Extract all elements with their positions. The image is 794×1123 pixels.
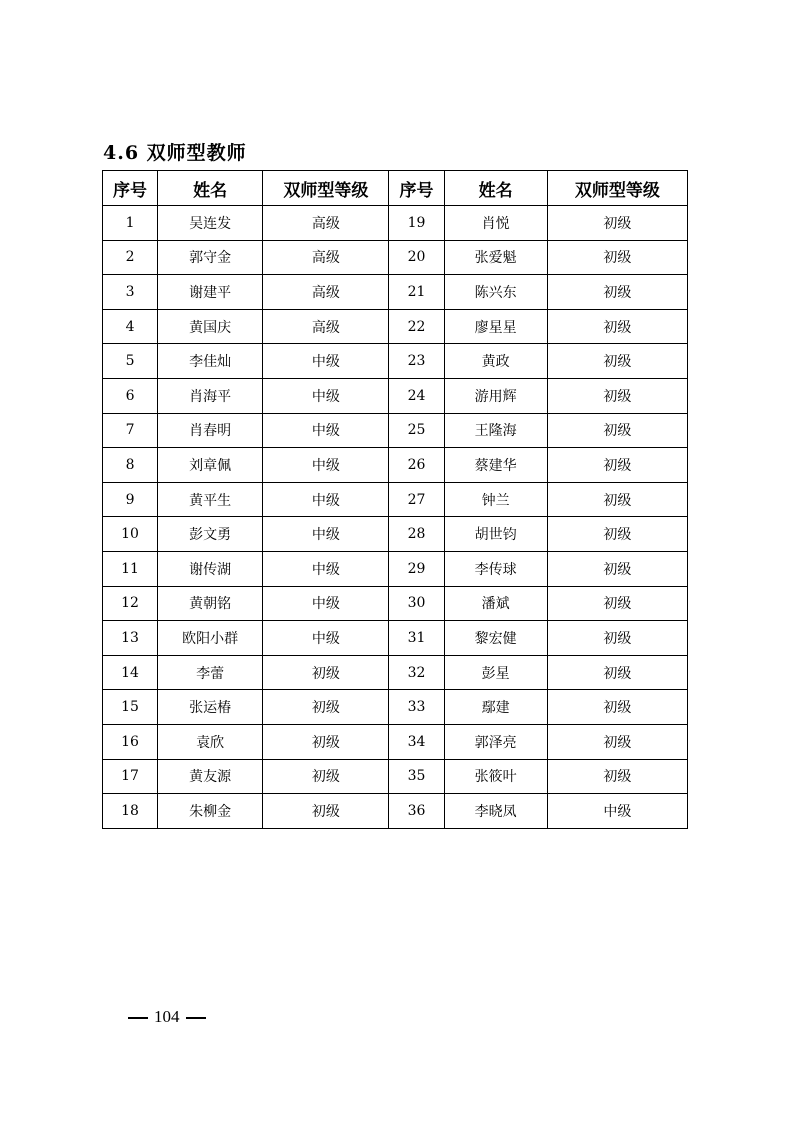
- header-no-left: 序号: [103, 171, 158, 206]
- cell-name-left: 郭守金: [158, 240, 263, 275]
- cell-level-right: 初级: [547, 690, 687, 725]
- header-no-right: 序号: [389, 171, 444, 206]
- cell-level-right: 初级: [547, 448, 687, 483]
- cell-level-right: 初级: [547, 206, 687, 241]
- cell-level-left: 中级: [263, 448, 389, 483]
- cell-name-left: 黄平生: [158, 482, 263, 517]
- cell-level-left: 初级: [263, 724, 389, 759]
- footer-dash-left: [128, 1017, 148, 1019]
- cell-no-right: 30: [389, 586, 444, 621]
- table-row: [103, 724, 688, 759]
- cell-level-left: 中级: [263, 517, 389, 552]
- header-level-right: 双师型等级: [547, 171, 687, 206]
- cell-level-left: 中级: [263, 413, 389, 448]
- cell-level-right: 初级: [547, 759, 687, 794]
- table-row: [103, 309, 688, 344]
- cell-no-left: 1: [103, 206, 158, 241]
- cell-name-left: 刘章佩: [158, 448, 263, 483]
- cell-level-left: 初级: [263, 794, 389, 829]
- table-row: [103, 344, 688, 379]
- cell-no-right: 31: [389, 621, 444, 656]
- cell-name-left: 张运椿: [158, 690, 263, 725]
- cell-name-right: 游用辉: [444, 378, 547, 413]
- cell-no-right: 19: [389, 206, 444, 241]
- cell-no-left: 17: [103, 759, 158, 794]
- cell-no-left: 11: [103, 551, 158, 586]
- dual-qualified-teachers-table: [102, 170, 688, 829]
- cell-name-left: 李佳灿: [158, 344, 263, 379]
- cell-name-right: 胡世钧: [444, 517, 547, 552]
- cell-no-left: 4: [103, 309, 158, 344]
- page-number: 104: [154, 1007, 180, 1026]
- cell-level-right: 初级: [547, 275, 687, 310]
- cell-name-right: 王隆海: [444, 413, 547, 448]
- table-row: [103, 517, 688, 552]
- cell-level-left: 中级: [263, 482, 389, 517]
- cell-no-right: 28: [389, 517, 444, 552]
- cell-name-right: 李传球: [444, 551, 547, 586]
- table-row: [103, 482, 688, 517]
- cell-level-left: 中级: [263, 551, 389, 586]
- table-row: [103, 759, 688, 794]
- cell-name-left: 袁欣: [158, 724, 263, 759]
- cell-level-right: 初级: [547, 621, 687, 656]
- header-name-left: 姓名: [158, 171, 263, 206]
- cell-name-left: 黄朝铭: [158, 586, 263, 621]
- cell-no-left: 3: [103, 275, 158, 310]
- cell-no-right: 33: [389, 690, 444, 725]
- cell-name-right: 钟兰: [444, 482, 547, 517]
- cell-name-left: 谢传湖: [158, 551, 263, 586]
- cell-no-right: 20: [389, 240, 444, 275]
- cell-name-left: 欧阳小群: [158, 621, 263, 656]
- cell-name-right: 黄政: [444, 344, 547, 379]
- cell-level-left: 高级: [263, 206, 389, 241]
- header-name-right: 姓名: [444, 171, 547, 206]
- table-row: [103, 551, 688, 586]
- cell-level-left: 高级: [263, 240, 389, 275]
- cell-no-left: 6: [103, 378, 158, 413]
- table-row: [103, 413, 688, 448]
- table-row: [103, 275, 688, 310]
- cell-name-left: 肖海平: [158, 378, 263, 413]
- cell-name-left: 黄国庆: [158, 309, 263, 344]
- cell-no-left: 18: [103, 794, 158, 829]
- cell-level-right: 初级: [547, 378, 687, 413]
- table-row: [103, 794, 688, 829]
- cell-name-right: 陈兴东: [444, 275, 547, 310]
- cell-no-left: 10: [103, 517, 158, 552]
- cell-level-right: 初级: [547, 655, 687, 690]
- cell-no-right: 34: [389, 724, 444, 759]
- cell-name-left: 谢建平: [158, 275, 263, 310]
- cell-no-left: 7: [103, 413, 158, 448]
- cell-no-right: 23: [389, 344, 444, 379]
- cell-no-left: 15: [103, 690, 158, 725]
- table-row: [103, 586, 688, 621]
- table-row: [103, 690, 688, 725]
- cell-no-left: 9: [103, 482, 158, 517]
- cell-name-right: 廖星星: [444, 309, 547, 344]
- cell-no-left: 12: [103, 586, 158, 621]
- cell-no-right: 27: [389, 482, 444, 517]
- footer-dash-right: [186, 1017, 206, 1019]
- cell-level-right: 初级: [547, 517, 687, 552]
- cell-name-right: 鄢建: [444, 690, 547, 725]
- table-row: [103, 240, 688, 275]
- section-title: 4.6 双师型教师: [103, 142, 247, 164]
- cell-level-left: 初级: [263, 759, 389, 794]
- cell-no-left: 8: [103, 448, 158, 483]
- cell-level-left: 高级: [263, 309, 389, 344]
- cell-no-left: 14: [103, 655, 158, 690]
- cell-name-left: 李蕾: [158, 655, 263, 690]
- cell-level-left: 中级: [263, 344, 389, 379]
- cell-level-right: 初级: [547, 240, 687, 275]
- cell-name-right: 彭星: [444, 655, 547, 690]
- cell-level-right: 初级: [547, 344, 687, 379]
- cell-level-right: 初级: [547, 724, 687, 759]
- cell-no-right: 35: [389, 759, 444, 794]
- cell-level-left: 中级: [263, 378, 389, 413]
- cell-no-right: 24: [389, 378, 444, 413]
- cell-level-right: 初级: [547, 586, 687, 621]
- cell-level-right: 中级: [547, 794, 687, 829]
- cell-name-right: 李晓凤: [444, 794, 547, 829]
- cell-level-left: 中级: [263, 586, 389, 621]
- cell-level-left: 中级: [263, 621, 389, 656]
- page-footer: [122, 1007, 212, 1027]
- cell-no-left: 2: [103, 240, 158, 275]
- cell-name-right: 郭泽亮: [444, 724, 547, 759]
- cell-level-left: 初级: [263, 690, 389, 725]
- cell-level-right: 初级: [547, 413, 687, 448]
- table-row: [103, 621, 688, 656]
- table-row: [103, 448, 688, 483]
- cell-no-right: 36: [389, 794, 444, 829]
- cell-level-right: 初级: [547, 482, 687, 517]
- cell-name-right: 张爱魁: [444, 240, 547, 275]
- cell-no-right: 22: [389, 309, 444, 344]
- cell-no-right: 21: [389, 275, 444, 310]
- table-row: [103, 655, 688, 690]
- cell-name-right: 潘斌: [444, 586, 547, 621]
- cell-level-right: 初级: [547, 309, 687, 344]
- cell-name-right: 黎宏健: [444, 621, 547, 656]
- cell-level-left: 高级: [263, 275, 389, 310]
- header-level-left: 双师型等级: [263, 171, 389, 206]
- table-header-row: [103, 171, 688, 206]
- cell-level-left: 初级: [263, 655, 389, 690]
- cell-no-right: 32: [389, 655, 444, 690]
- cell-no-left: 16: [103, 724, 158, 759]
- table-row: [103, 206, 688, 241]
- cell-level-right: 初级: [547, 551, 687, 586]
- table-row: [103, 378, 688, 413]
- cell-name-left: 吴连发: [158, 206, 263, 241]
- cell-no-left: 5: [103, 344, 158, 379]
- cell-name-left: 朱柳金: [158, 794, 263, 829]
- cell-no-right: 25: [389, 413, 444, 448]
- cell-name-left: 黄友源: [158, 759, 263, 794]
- cell-name-left: 彭文勇: [158, 517, 263, 552]
- cell-name-right: 肖悦: [444, 206, 547, 241]
- cell-no-right: 26: [389, 448, 444, 483]
- cell-no-left: 13: [103, 621, 158, 656]
- cell-name-right: 蔡建华: [444, 448, 547, 483]
- cell-name-left: 肖春明: [158, 413, 263, 448]
- cell-no-right: 29: [389, 551, 444, 586]
- cell-name-right: 张筱叶: [444, 759, 547, 794]
